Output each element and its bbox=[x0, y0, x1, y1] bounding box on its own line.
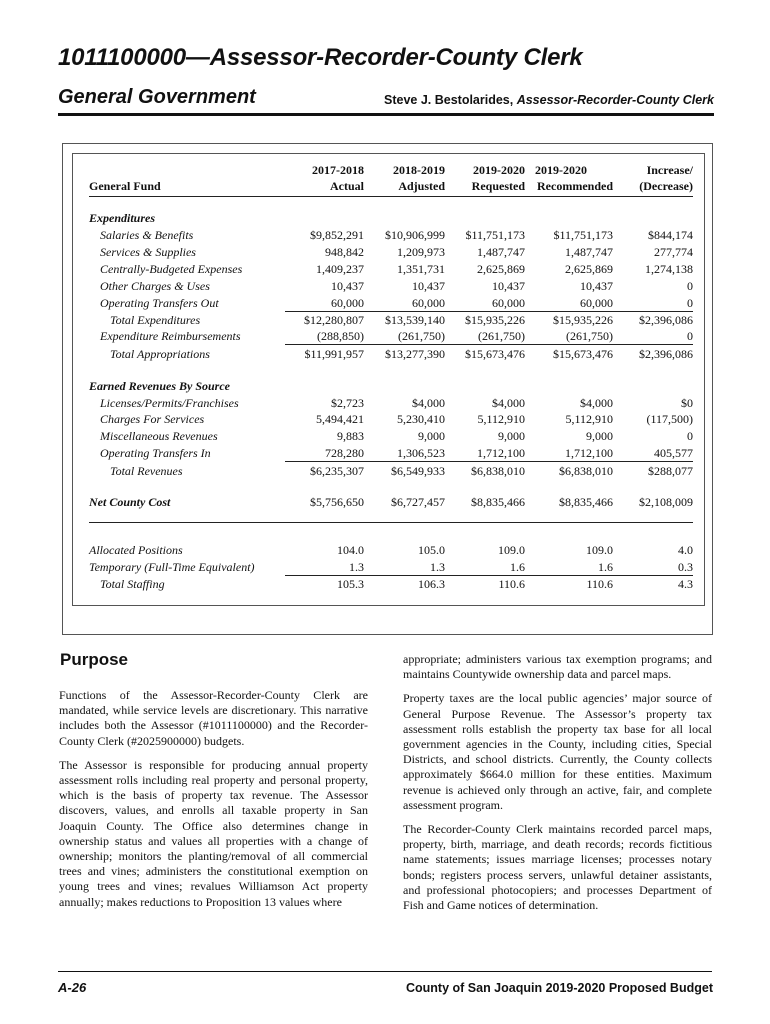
cell-change: $0 bbox=[681, 396, 693, 410]
table-row bbox=[89, 227, 693, 243]
cell-adjusted: $13,277,390 bbox=[385, 347, 445, 361]
col-header-type: Actual bbox=[330, 179, 364, 193]
cell-change: 405,577 bbox=[654, 446, 693, 460]
cell-adjusted: 5,230,410 bbox=[397, 412, 445, 426]
expenditures-heading: Expenditures bbox=[89, 211, 156, 225]
table-row bbox=[89, 542, 693, 558]
row-label: Total Expenditures bbox=[110, 313, 201, 327]
paragraph: The Recorder-County Clerk maintains recorded parcel maps, property, birth, marriage, and death records; records fictitious name statements; issues marriage licenses; processes notary bonds; registers process servers, unlawful detainer assistants, and professional photocopiers; and processes Department of Fish and Game notices of determination. bbox=[403, 822, 712, 913]
cell-adjusted: $10,906,999 bbox=[385, 228, 445, 242]
page-title: 1011100000—Assessor-Recorder-County Clerk bbox=[58, 44, 583, 71]
cell-recommended: 109.0 bbox=[586, 543, 613, 557]
paragraph: Property taxes are the local public agencies’ major source of General Purpose Revenue. The Assessor’s property tax assessment rolls establish the property tax base for all local government agencies in the County, including cities, Special Districts, and school districts. Currently, the County collects approximately $664.0 million for these entities. Maximum revenue is achieved only through an active, fair, and complete assessment program. bbox=[403, 691, 712, 812]
cell-requested: $15,935,226 bbox=[465, 313, 525, 327]
net-county-cost-row bbox=[89, 494, 693, 510]
row-label: Miscellaneous Revenues bbox=[100, 429, 218, 443]
cell-adjusted: 10,437 bbox=[412, 279, 445, 293]
row-label: Total Staffing bbox=[100, 577, 165, 591]
cell-change: 277,774 bbox=[654, 245, 693, 259]
official-title: Assessor-Recorder-County Clerk bbox=[516, 93, 714, 107]
table-row bbox=[89, 295, 693, 311]
cell-actual: $12,280,807 bbox=[304, 313, 364, 327]
row-label: Total Appropriations bbox=[110, 347, 210, 361]
table-row bbox=[89, 261, 693, 277]
cell-requested: $6,838,010 bbox=[471, 464, 525, 478]
cell-actual: 1,409,237 bbox=[316, 262, 364, 276]
row-label: Centrally-Budgeted Expenses bbox=[100, 262, 243, 276]
cell-adjusted: 9,000 bbox=[418, 429, 445, 443]
table-row bbox=[89, 328, 693, 344]
cell-adjusted: $13,539,140 bbox=[385, 313, 445, 327]
cell-adjusted: $6,727,457 bbox=[391, 495, 445, 509]
section-divider bbox=[89, 522, 693, 523]
row-label: Services & Supplies bbox=[100, 245, 196, 259]
cell-recommended: 2,625,869 bbox=[565, 262, 613, 276]
cell-recommended: 1,712,100 bbox=[565, 446, 613, 460]
cell-actual: $2,723 bbox=[331, 396, 364, 410]
col-header-type: (Decrease) bbox=[639, 179, 693, 193]
purpose-left-column bbox=[59, 688, 368, 919]
cell-recommended: $15,935,226 bbox=[553, 313, 613, 327]
cell-recommended: $4,000 bbox=[580, 396, 613, 410]
cell-actual: 5,494,421 bbox=[316, 412, 364, 426]
row-label: Operating Transfers Out bbox=[100, 296, 219, 310]
col-header-year: 2019-2020 bbox=[535, 163, 587, 177]
cell-change: $2,396,086 bbox=[639, 313, 693, 327]
col-header-year: 2017-2018 bbox=[312, 163, 364, 177]
cell-requested: 60,000 bbox=[492, 296, 525, 310]
official-name: Steve J. Bestolarides, bbox=[384, 93, 517, 107]
cell-adjusted: 1.3 bbox=[430, 560, 445, 574]
cell-change: $844,174 bbox=[648, 228, 693, 242]
row-label: Total Revenues bbox=[110, 464, 183, 478]
cell-recommended: 5,112,910 bbox=[565, 412, 613, 426]
page-number: A-26 bbox=[58, 980, 87, 995]
cell-requested: 10,437 bbox=[492, 279, 525, 293]
cell-actual: 105.3 bbox=[337, 577, 364, 591]
cell-change: $288,077 bbox=[648, 464, 693, 478]
row-label: Other Charges & Uses bbox=[100, 279, 210, 293]
cell-recommended: (261,750) bbox=[566, 329, 613, 343]
cell-actual: 728,280 bbox=[325, 446, 364, 460]
total-row bbox=[89, 346, 693, 362]
cell-requested: 1,487,747 bbox=[477, 245, 525, 259]
cell-adjusted: 1,306,523 bbox=[397, 446, 445, 460]
table-row bbox=[89, 395, 693, 411]
total-row bbox=[89, 576, 693, 592]
cell-change: $2,396,086 bbox=[639, 347, 693, 361]
table-row bbox=[89, 428, 693, 444]
revenues-heading: Earned Revenues By Source bbox=[89, 379, 230, 393]
col-header-year: 2019-2020 bbox=[473, 163, 525, 177]
col-header-type: Recommended bbox=[537, 179, 613, 193]
cell-requested: 110.6 bbox=[498, 577, 525, 591]
cell-requested: 1,712,100 bbox=[477, 446, 525, 460]
cell-actual: 948,842 bbox=[325, 245, 364, 259]
cell-adjusted: 60,000 bbox=[412, 296, 445, 310]
cell-requested: $11,751,173 bbox=[465, 228, 525, 242]
cell-change: (117,500) bbox=[646, 412, 693, 426]
cell-change: 4.0 bbox=[678, 543, 693, 557]
cell-requested: 1.6 bbox=[510, 560, 525, 574]
header-underline bbox=[89, 196, 693, 197]
cell-recommended: $11,751,173 bbox=[553, 228, 613, 242]
total-row bbox=[89, 463, 693, 479]
cell-actual: 60,000 bbox=[331, 296, 364, 310]
cell-recommended: $6,838,010 bbox=[559, 464, 613, 478]
cell-actual: 9,883 bbox=[337, 429, 364, 443]
subtotal-rule bbox=[285, 461, 693, 462]
row-label: Charges For Services bbox=[100, 412, 205, 426]
purpose-right-column bbox=[403, 652, 712, 922]
table-row bbox=[89, 445, 693, 461]
cell-actual: $11,991,957 bbox=[304, 347, 364, 361]
cell-recommended: $8,835,466 bbox=[559, 495, 613, 509]
cell-actual: (288,850) bbox=[317, 329, 364, 343]
cell-adjusted: $4,000 bbox=[412, 396, 445, 410]
cell-actual: $5,756,650 bbox=[310, 495, 364, 509]
table-row bbox=[89, 278, 693, 294]
paragraph: appropriate; administers various tax exemption programs; and maintains Countywide ownership data and parcel maps. bbox=[403, 652, 712, 682]
cell-change: 0 bbox=[687, 279, 693, 293]
purpose-heading: Purpose bbox=[60, 650, 129, 669]
cell-actual: 10,437 bbox=[331, 279, 364, 293]
cell-requested: 5,112,910 bbox=[477, 412, 525, 426]
row-label: Temporary (Full-Time Equivalent) bbox=[89, 560, 255, 574]
section-heading bbox=[89, 378, 693, 394]
cell-requested: $4,000 bbox=[492, 396, 525, 410]
cell-change: 0.3 bbox=[678, 560, 693, 574]
footer-rule bbox=[58, 971, 712, 972]
row-label: Net County Cost bbox=[89, 495, 171, 509]
cell-requested: 2,625,869 bbox=[477, 262, 525, 276]
cell-recommended: 1.6 bbox=[598, 560, 613, 574]
cell-recommended: $15,673,476 bbox=[553, 347, 613, 361]
total-row bbox=[89, 312, 693, 328]
cell-recommended: 60,000 bbox=[580, 296, 613, 310]
cell-actual: 104.0 bbox=[337, 543, 364, 557]
cell-adjusted: 105.0 bbox=[418, 543, 445, 557]
cell-recommended: 110.6 bbox=[586, 577, 613, 591]
cell-recommended: 10,437 bbox=[580, 279, 613, 293]
table-row bbox=[89, 559, 693, 575]
row-label: Allocated Positions bbox=[89, 543, 183, 557]
cell-recommended: 1,487,747 bbox=[565, 245, 613, 259]
cell-requested: $15,673,476 bbox=[465, 347, 525, 361]
row-label: Expenditure Reimbursements bbox=[100, 329, 241, 343]
cell-requested: 109.0 bbox=[498, 543, 525, 557]
footer-publication: County of San Joaquin 2019-2020 Proposed Budget bbox=[405, 981, 713, 995]
cell-requested: 9,000 bbox=[498, 429, 525, 443]
col-header-type: Requested bbox=[471, 179, 525, 193]
cell-change: 0 bbox=[687, 429, 693, 443]
subtotal-rule bbox=[285, 344, 693, 345]
cell-change: 0 bbox=[687, 329, 693, 343]
cell-requested: $8,835,466 bbox=[471, 495, 525, 509]
col-header-year: Increase/ bbox=[646, 163, 693, 177]
row-label: Licenses/Permits/Franchises bbox=[100, 396, 239, 410]
fund-label: General Fund bbox=[89, 179, 161, 193]
section-heading bbox=[89, 210, 693, 226]
paragraph: The Assessor is responsible for producing annual property assessment rolls including real property and personal property, which is the basis of property tax revenue. The Assessor discovers, values, and enrolls all taxable property in San Joaquin County. The Office also determines change in ownership status and values all properties with a change of ownership; monitors the planting/removal of all commercial trees and vines; administers the constitutional exemption on young trees and vines; revalues Williamson Act property annually; makes reductions to Proposition 13 values where bbox=[59, 757, 368, 909]
row-label: Salaries & Benefits bbox=[100, 228, 194, 242]
col-header-year: 2018-2019 bbox=[393, 163, 445, 177]
cell-actual: $9,852,291 bbox=[310, 228, 364, 242]
cell-adjusted: 106.3 bbox=[418, 577, 445, 591]
cell-adjusted: 1,351,731 bbox=[397, 262, 445, 276]
table-row bbox=[89, 411, 693, 427]
cell-change: 1,274,138 bbox=[645, 262, 693, 276]
cell-actual: $6,235,307 bbox=[310, 464, 364, 478]
col-header-type: Adjusted bbox=[398, 179, 445, 193]
cell-adjusted: (261,750) bbox=[398, 329, 445, 343]
cell-change: 0 bbox=[687, 296, 693, 310]
official-line bbox=[384, 93, 714, 107]
cell-change: 4.3 bbox=[678, 577, 693, 591]
paragraph: Functions of the Assessor-Recorder-County Clerk are mandated, while service levels are discretionary. This narrative includes both the Assessor (#1011100000) and the Recorder-County Clerk (#2025900000) budgets. bbox=[59, 688, 368, 748]
header-rule bbox=[58, 113, 714, 116]
cell-recommended: 9,000 bbox=[586, 429, 613, 443]
cell-adjusted: $6,549,933 bbox=[391, 464, 445, 478]
table-row bbox=[89, 244, 693, 260]
cell-requested: (261,750) bbox=[478, 329, 525, 343]
department-category: General Government bbox=[58, 86, 256, 108]
cell-adjusted: 1,209,973 bbox=[397, 245, 445, 259]
cell-change: $2,108,009 bbox=[639, 495, 693, 509]
cell-actual: 1.3 bbox=[349, 560, 364, 574]
row-label: Operating Transfers In bbox=[100, 446, 211, 460]
